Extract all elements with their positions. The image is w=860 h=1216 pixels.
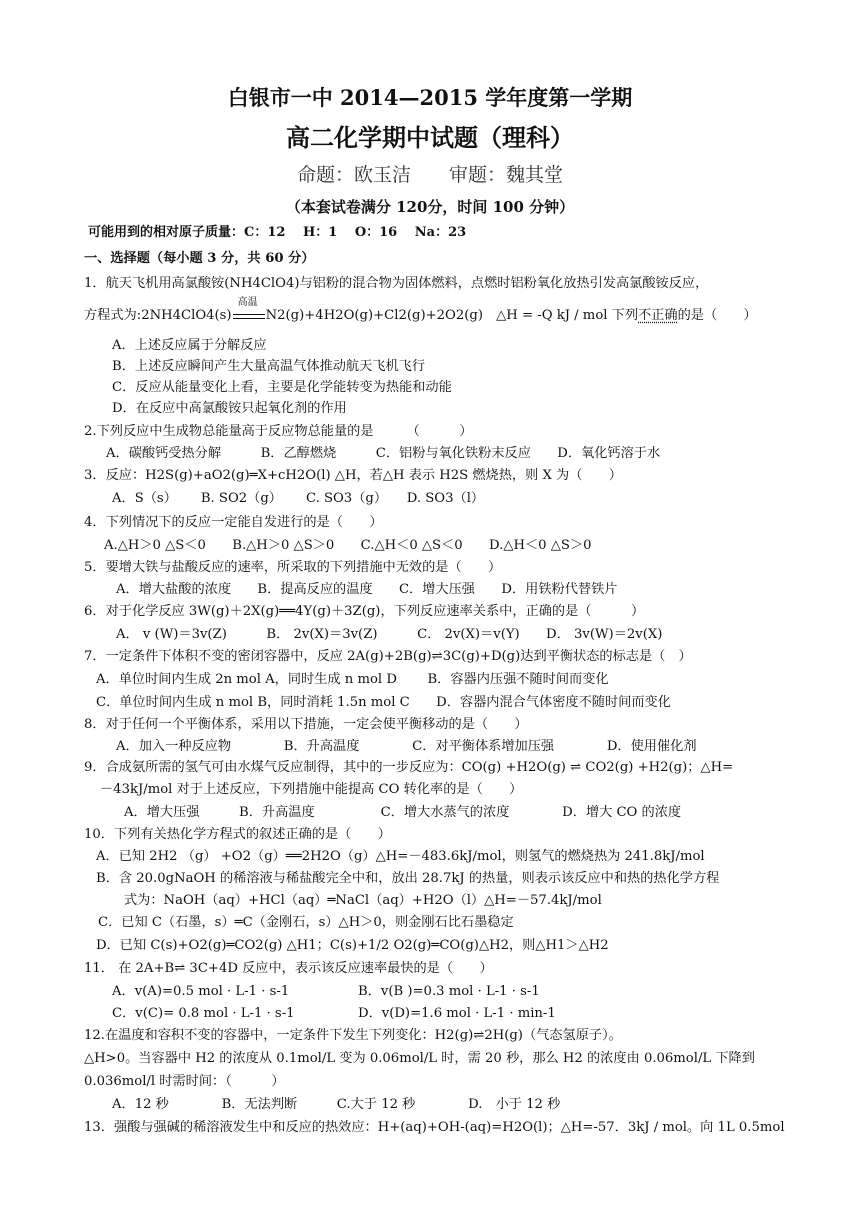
q6-stem: 6．对于化学反应 3W(g)＋2X(g)══4Y(g)＋3Z(g)，下列反应速率关系中，正确的是（ ） xyxy=(84,604,645,619)
q1-equation-reactant: 方程式为:2NH4ClO4(s) xyxy=(84,308,232,323)
q9-stem-line1: 9．合成氨所需的氢气可由水煤气反应制得，其中的一步反应为：CO(g) +H2O(g) ⇌ CO2(g) +H2(g)；△H= xyxy=(84,760,734,775)
q10-option-b-line1: B．含 20.0gNaOH 的稀溶液与稀盐酸完全中和，放出 28.7kJ 的热量，则表示该反应中和热的热化学方程 xyxy=(96,871,720,886)
q4-options: A.△H＞0 △S＜0 B.△H＞0 △S＞0 C.△H＜0 △S＜0 D.△H＜0 △S＞0 xyxy=(104,538,592,553)
q4-stem: 4．下列情况下的反应一定能自发进行的是（ ） xyxy=(84,515,383,530)
exam-info: （本套试卷满分 120分，时间 100 分钟） xyxy=(285,198,575,216)
q12-stem-line2: △H>0。当容器中 H2 的浓度从 0.1mol/L 变为 0.06mol/L 时，需 20 秒，那么 H2 的浓度由 0.06mol/L 下降到 xyxy=(84,1051,755,1066)
exam-authors: 命题：欧玉洁 审题：魏其堂 xyxy=(296,164,563,186)
q1-option-b: B．上述反应瞬间产生大量高温气体推动航天飞机飞行 xyxy=(112,359,426,374)
q9-options: A．增大压强 B．升高温度 C．增大水蒸气的浓度 D．增大 CO 的浓度 xyxy=(124,805,682,820)
section-title: 一、选择题（每小题 3 分，共 60 分） xyxy=(84,251,315,266)
q1-equation-products: N2(g)+4H2O(g)+Cl2(g)+2O2(g) △H = -Q kJ / mol 下列 xyxy=(265,308,639,323)
q7-options-ab: A．单位时间内生成 2n mol A，同时生成 n mol D B．容器内压强不随时间而变化 xyxy=(96,672,609,687)
q1-option-d: D．在反应中高氯酸铵只起氧化剂的作用 xyxy=(112,401,347,416)
q10-option-c: C．已知 C（石墨，s）═C（金刚石，s）△H＞0，则金刚石比石墨稳定 xyxy=(98,915,514,930)
q12-stem-line1: 12.在温度和容积不变的容器中，一定条件下发生下列变化：H2(g)⇌2H(g)（气态氢原子）。 xyxy=(84,1028,622,1043)
exam-subtitle: 高二化学期中试题（理科） xyxy=(286,123,574,152)
atomic-masses: 可能用到的相对原子质量：C：12 H：1 O：16 Na：23 xyxy=(88,225,467,240)
q11-option-d: D．v(D)=1.6 mol · L-1 · min-1 xyxy=(358,1006,556,1021)
q10-stem: 10．下列有关热化学方程式的叙述正确的是（ ） xyxy=(84,827,391,842)
q1-option-c: C．反应从能量变化上看，主要是化学能转变为热能和动能 xyxy=(112,380,452,395)
q10-option-d: D．已知 C(s)+O2(g)═CO2(g) △H1；C(s)+1/2 O2(g)═CO(g)△H2，则△H1＞△H2 xyxy=(96,938,609,953)
q10-option-a: A．已知 2H2 （g） +O2（g）══2H2O（g）△H=－483.6kJ/mol，则氢气的燃烧热为 241.8kJ/mol xyxy=(96,849,705,864)
q1-option-a: A．上述反应属于分解反应 xyxy=(112,338,267,353)
q1-emphasis: 不正确 xyxy=(638,308,678,323)
q8-stem: 8．对于任何一个平衡体系，采用以下措施，一定会使平衡移动的是（ ） xyxy=(84,717,528,732)
q7-options-cd: C．单位时间内生成 n mol B，同时消耗 1.5n mol C D．容器内混合气体密度不随时间而变化 xyxy=(96,695,671,710)
q2-stem: 2.下列反应中生成物总能量高于反应物总能量的是 （ ） xyxy=(84,424,473,439)
q9-stem-line2: －43kJ/mol 对于上述反应，下列措施中能提高 CO 转化率的是（ ） xyxy=(100,782,523,797)
exam-title: 白银市一中 2014—2015 学年度第一学期 xyxy=(227,85,633,110)
q1-condition: 高温 xyxy=(237,297,258,308)
q5-stem: 5．要增大铁与盐酸反应的速率，所采取的下列措施中无效的是（ ） xyxy=(84,560,502,575)
q1-equation xyxy=(84,297,757,325)
q11-stem: 11． 在 2A+B⇌ 3C+4D 反应中，表示该反应速率最快的是（ ） xyxy=(84,961,493,976)
q1-double-line xyxy=(233,314,265,319)
q3-options: A．S（s） B. SO2（g） C. SO3（g） D. SO3（l） xyxy=(112,491,485,506)
q11-option-a: A．v(A)=0.5 mol · L-1 · s-1 xyxy=(112,984,290,999)
q12-stem-line3: 0.036mol/l 时需时间：（ ） xyxy=(84,1074,285,1089)
q2-options: A．碳酸钙受热分解 B．乙醇燃烧 C．铝粉与氧化铁粉末反应 D．氧化钙溶于水 xyxy=(106,446,661,461)
q1-arrow xyxy=(232,297,266,325)
q8-options: A．加入一种反应物 B．升高温度 C．对平衡体系增加压强 D．使用催化剂 xyxy=(116,739,697,754)
q12-options: A．12 秒 B．无法判断 C.大于 12 秒 D. 小于 12 秒 xyxy=(112,1097,561,1112)
q1-equation-tail: 的是（ ） xyxy=(677,308,757,323)
q7-stem: 7．一定条件下体积不变的密闭容器中，反应 2A(g)+2B(g)⇌3C(g)+D(g)达到平衡状态的标志是（ ） xyxy=(84,649,692,664)
q1-stem: 1．航天飞机用高氯酸铵(NH4ClO4)与铝粉的混合物为固体燃料，点燃时铝粉氧化放热引发高氯酸铵反应， xyxy=(84,276,709,291)
q11-option-c: C．v(C)= 0.8 mol · L-1 · s-1 xyxy=(112,1006,295,1021)
q13-stem: 13．强酸与强碱的稀溶液发生中和反应的热效应：H+(aq)+OH-(aq)=H2O(l)；△H=-57．3kJ / mol。向 1L 0.5mol xyxy=(84,1120,785,1135)
q5-options: A．增大盐酸的浓度 B．提高反应的温度 C．增大压强 D．用铁粉代替铁片 xyxy=(116,582,618,597)
q6-options: A． v (W)＝3v(Z) B． 2v(X)＝3v(Z) C． 2v(X)＝v(Y) D． 3v(W)＝2v(X) xyxy=(116,627,663,642)
q11-option-b: B．v(B )=0.3 mol · L-1 · s-1 xyxy=(358,984,540,999)
q10-option-b-line2: 式为：NaOH（aq）+HCl（aq）═NaCl（aq）+H2O（l）△H=－57.4kJ/mol xyxy=(124,893,602,908)
q3-stem: 3．反应：H2S(g)+aO2(g)═X+cH2O(l) △H，若△H 表示 H2S 燃烧热，则 X 为（ ） xyxy=(84,468,622,483)
